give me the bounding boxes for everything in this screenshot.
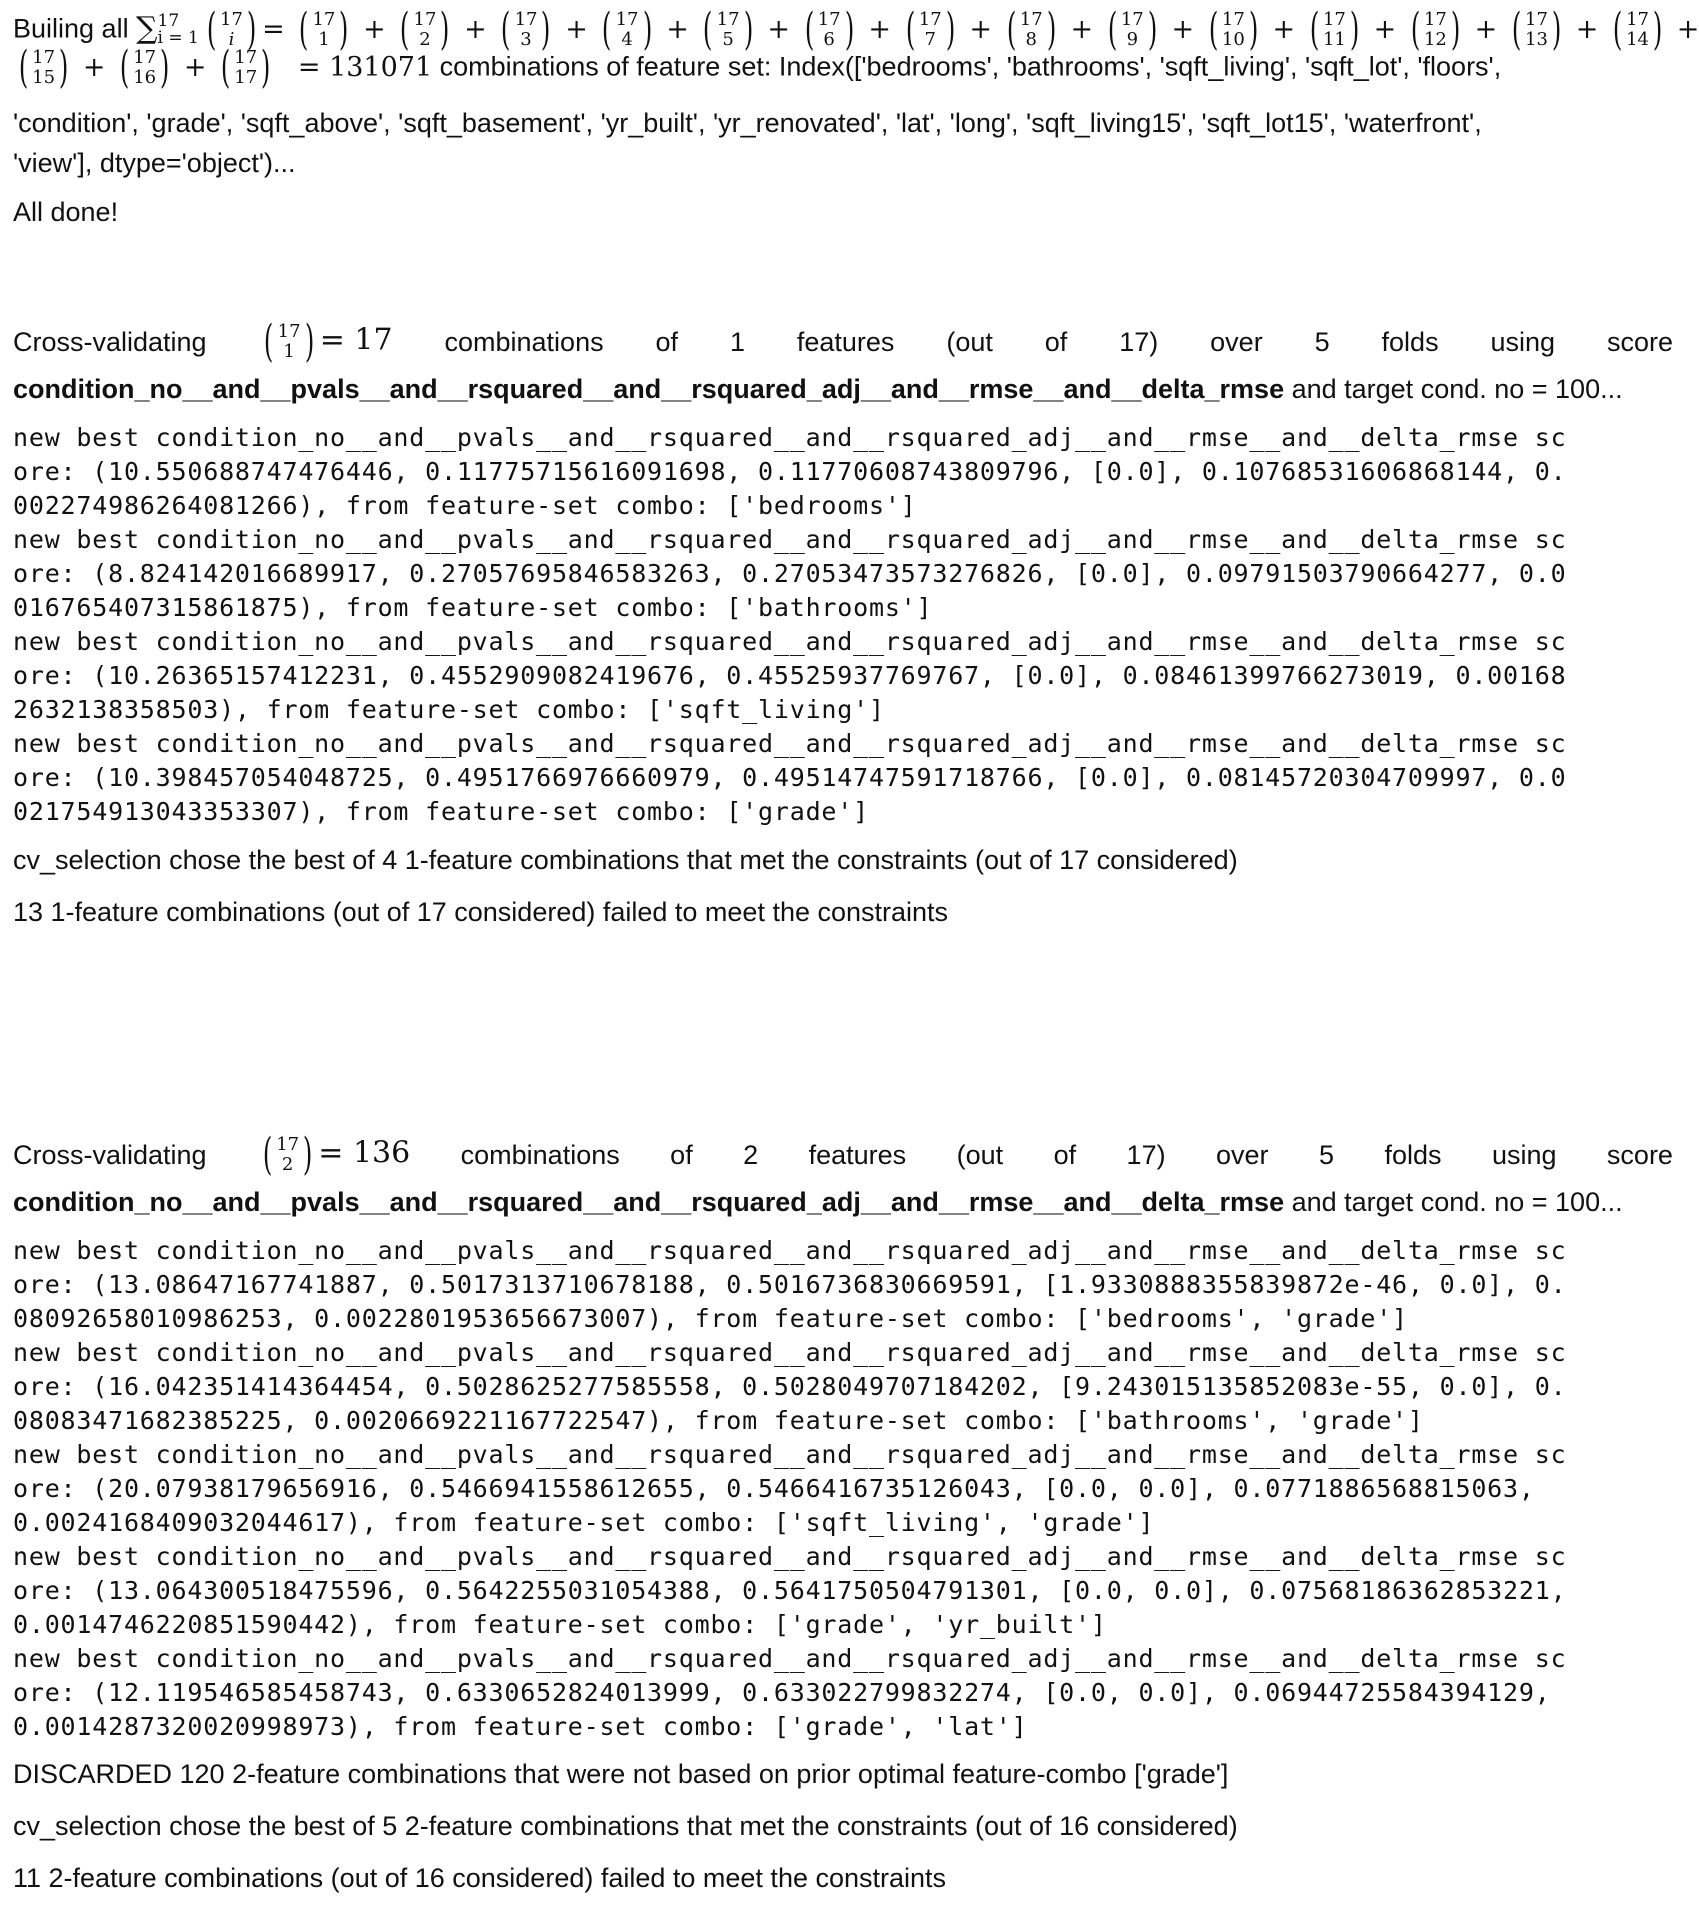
plus-sign: + [859,13,900,45]
plus-sign: + [354,13,395,45]
section1-log-line: 002274986264081266), from feature-set combo: ['bedrooms'] [13,491,917,520]
section1-target: and target cond. no = 100... [1284,374,1623,404]
building-line-2 [13,42,1502,93]
section1-cv-binom-expr [258,316,393,367]
section1-cv-header [13,316,1673,367]
section2-log-line: ore: (16.042351414364454, 0.5028625277585558, 0.5028049707184202, [9.243015135852083e-55, 0.0], 0. [13,1372,1567,1401]
section2-log-line: ore: (20.07938179656916, 0.5466941558612655, 0.5466416735126043, [0.0, 0.0], 0.0771886568815063, [13,1474,1535,1503]
section1-log-line: ore: (8.824142016689917, 0.27057695846583263, 0.27053473573276826, [0.0], 0.09791503790664277, 0.0 [13,559,1567,588]
section2-summary-best: cv_selection chose the best of 5 2-feature combinations that met the constraints (out of 16 considered) [13,1811,1238,1841]
section2-cv-word: combinations [460,1139,620,1170]
sum-sign: ∑ [136,10,158,46]
total-combos: = 131071 [297,51,433,83]
section2-log-line: ore: (13.064300518475596, 0.5642255031054388, 0.5641750504791301, [0.0, 0.0], 0.07568186362853221, [13,1576,1567,1605]
section1-summary-best: cv_selection chose the best of 4 1-feature combinations that met the constraints (out of 17 considered) [13,845,1238,875]
section1-cv-word: features [796,326,895,357]
section1-log-line: 021754913043353307), from feature-set combo: ['grade'] [13,797,869,826]
plus-sign: + [1668,13,1699,45]
feature-set-text-1: combinations of feature set: Index(['bedrooms', 'bathrooms', 'sqft_living', 'sqft_lot', 'floors', [439,51,1502,82]
section1-log-line: new best condition_no__and__pvals__and__rsquared__and__rsquared_adj__and__rmse__and__delta_rmse sc [13,423,1567,452]
section1-cv-binom-result: = 17 [319,322,393,358]
binom-term-6: ( 17 6 ) [804,4,854,55]
plus-sign: + [74,51,115,83]
section2-log-line: 0.0014287320020998973), from feature-set combo: ['grade', 'lat'] [13,1712,1028,1741]
section2-log-line: new best condition_no__and__pvals__and__rsquared__and__rsquared_adj__and__rmse__and__delta_rmse sc [13,1236,1567,1265]
section2-log-line: 08092658010986253, 0.0022801953656673007), from feature-set combo: ['bedrooms', 'grade'] [13,1304,1408,1333]
section2-cv-word: score [1606,1139,1673,1170]
binom-term-9: ( 17 9 ) [1107,4,1158,55]
binom-terms-row1 [293,4,1699,55]
section2-cv-binom-expr [257,1129,411,1180]
plus-sign: + [1466,13,1506,45]
section1-cv-word: score [1606,326,1673,357]
section1-score-line [13,376,1623,403]
binom-term-1: ( 17 1 ) [299,4,349,55]
section2-log-line: new best condition_no__and__pvals__and__rsquared__and__rsquared_adj__and__rmse__and__delta_rmse sc [13,1440,1567,1469]
section2-cv-word: (out [956,1139,1004,1170]
section2-cv-word: of [1053,1139,1077,1170]
section1-cv-word: combinations [444,326,604,357]
section2-cv-header [13,1129,1673,1180]
plus-sign: + [175,51,216,83]
plus-sign: + [455,13,496,45]
section2-score-line [13,1189,1623,1216]
binom-term-2: ( 17 2 ) [400,4,450,55]
section2-log-line: new best condition_no__and__pvals__and__rsquared__and__rsquared_adj__and__rmse__and__delta_rmse sc [13,1338,1567,1367]
feature-set-text-3: 'view'], dtype='object')... [13,148,296,178]
section1-log-line: 2632138358503), from feature-set combo: ['sqft_living'] [13,695,885,724]
feature-set-text-2: 'condition', 'grade', 'sqft_above', 'sqft_basement', 'yr_built', 'yr_renovated', 'lat', 'long', 'sqft_living15', 'sqft_lot15', 'waterfront', [13,108,1482,138]
binom-term-12: ( 17 12 ) [1410,4,1461,55]
section2-target: and target cond. no = 100... [1284,1187,1623,1217]
building-prefix: Builing all [13,13,129,44]
plus-sign: + [1567,13,1607,45]
section1-log [13,421,1566,829]
section2-cv-word: over [1216,1139,1269,1170]
section1-cv-word: 1 [729,326,745,357]
section1-log-line: new best condition_no__and__pvals__and__rsquared__and__rsquared_adj__and__rmse__and__delta_rmse sc [13,525,1567,554]
plus-sign: + [1365,13,1405,45]
section1-log-line: 016765407315861875), from feature-set combo: ['bathrooms'] [13,593,933,622]
section2-cv-binom: ( 17 2 ) [262,1129,313,1180]
plus-sign: + [758,13,799,45]
section1-cv-word: (out [946,326,993,357]
section2-summary-failed: 11 2-feature combinations (out of 16 considered) failed to meet the constraints [13,1863,947,1893]
binom-term-4: ( 17 4 ) [602,4,652,55]
plus-sign: + [1061,13,1102,45]
section1-summary-failed: 13 1-feature combinations (out of 17 considered) failed to meet the constraints [13,897,949,927]
section2-cv-word: using [1491,1139,1557,1170]
section2-log [13,1234,1566,1744]
section2-log-line: new best condition_no__and__pvals__and__rsquared__and__rsquared_adj__and__rmse__and__delta_rmse sc [13,1644,1567,1673]
section2-cv-word: 17) [1126,1139,1166,1170]
section1-cv-word: using [1490,326,1556,357]
section1-log-line: ore: (10.398457054048725, 0.4951766976660979, 0.49514747591718766, [0.0], 0.08145720304709997, 0.0 [13,763,1567,792]
binom-term-17: ( 17 17 ) [220,42,271,93]
binom-term-7: ( 17 7 ) [905,4,955,55]
section1-log-line: new best condition_no__and__pvals__and__rsquared__and__rsquared_adj__and__rmse__and__delta_rmse sc [13,729,1567,758]
section1-cv-word: over [1210,326,1263,357]
sum-lower: i = 1 [157,28,199,48]
binom-term-5: ( 17 5 ) [703,4,753,55]
section2-log-line: 0.0024168409032044617), from feature-set combo: ['sqft_living', 'grade'] [13,1508,1155,1537]
binom-term-8: ( 17 8 ) [1006,4,1057,55]
section1-score-name: condition_no__and__pvals__and__rsquared__and__rsquared_adj__and__rmse__and__delta_rmse [13,374,1285,404]
section2-log-line: 0.0014746220851590442), from feature-set combo: ['grade', 'yr_built'] [13,1610,1107,1639]
section1-cv-word: of [655,326,679,357]
plus-sign: + [1263,13,1304,45]
binom-term-13: ( 17 13 ) [1511,4,1562,55]
section2-cv-word: folds [1384,1139,1442,1170]
plus-sign: + [657,13,698,45]
section2-log-line: ore: (12.119546585458743, 0.6330652824013999, 0.633022799832274, [0.0, 0.0], 0.06944725584394129, [13,1678,1551,1707]
binom-term-14: ( 17 14 ) [1612,4,1663,55]
section1-log-line: ore: (10.26365157412231, 0.4552909082419676, 0.45525937769767, [0.0], 0.08461399766273019, 0.00168 [13,661,1567,690]
section2-cv-word: features [808,1139,907,1170]
section1-cv-word: of [1044,326,1068,357]
binom-terms-row2 [13,42,276,93]
plus-sign: + [960,13,1001,45]
section2-cv-binom-result: = 136 [318,1135,411,1171]
binom-term-16: ( 17 16 ) [119,42,170,93]
binom-term-11: ( 17 11 ) [1309,4,1360,55]
section2-cv-word: 5 [1318,1139,1335,1170]
section2-log-line: 08083471682385225, 0.0020669221167722547), from feature-set combo: ['bathrooms', 'grade'] [13,1406,1424,1435]
sum-upper: 17 [157,11,180,31]
section1-cv-word: 17) [1119,326,1159,357]
binom-term-15: ( 17 15 ) [18,42,69,93]
binom-term-3: ( 17 3 ) [501,4,551,55]
section2-cv-word: of [670,1139,693,1170]
section1-log-line: ore: (10.550688747476446, 0.11775715616091698, 0.11770608743809796, [0.0], 0.10768531606868144, 0. [13,457,1567,486]
plus-sign: + [1162,13,1203,45]
section2-log-line: ore: (13.08647167741887, 0.5017313710678188, 0.5016736830669591, [1.9330888355839872e-46, 0.0], 0. [13,1270,1567,1299]
binom-general: ( 17 i ) [206,4,257,55]
section2-score-name: condition_no__and__pvals__and__rsquared__and__rsquared_adj__and__rmse__and__delta_rmse [13,1187,1285,1217]
sum-expression: ∑ 17 i = 1 ( 17 i ) = ( 17 1 ) + ( 17 2 ) + ( 17 3 ) + ( 17 4 ) + ( 17 5 ) + ( 17 6 ) + ( 17 7 ) + ( 17 8 ) + ( 17 9 ) + ( 17 10 ) + ( 17 11 ) + ( 17 12 ) + ( 17 13 ) + ( 17 14 ) + [136,4,1699,55]
all-done-text: All done! [13,197,119,227]
section1-cv-word: Cross-validating [13,326,207,357]
section1-cv-word: folds [1381,326,1439,357]
plus-sign: + [556,13,597,45]
section2-log-line: new best condition_no__and__pvals__and__rsquared__and__rsquared_adj__and__rmse__and__delta_rmse sc [13,1542,1567,1571]
section2-cv-word: 2 [743,1139,759,1170]
section1-cv-word: 5 [1314,326,1330,357]
section1-cv-binom: ( 17 1 ) [264,316,314,367]
binom-term-10: ( 17 10 ) [1208,4,1259,55]
section1-log-line: new best condition_no__and__pvals__and__rsquared__and__rsquared_adj__and__rmse__and__delta_rmse sc [13,627,1567,656]
section2-discarded: DISCARDED 120 2-feature combinations that were not based on prior optimal feature-combo ['grade'] [13,1759,1229,1789]
section2-cv-word: Cross-validating [13,1139,207,1170]
